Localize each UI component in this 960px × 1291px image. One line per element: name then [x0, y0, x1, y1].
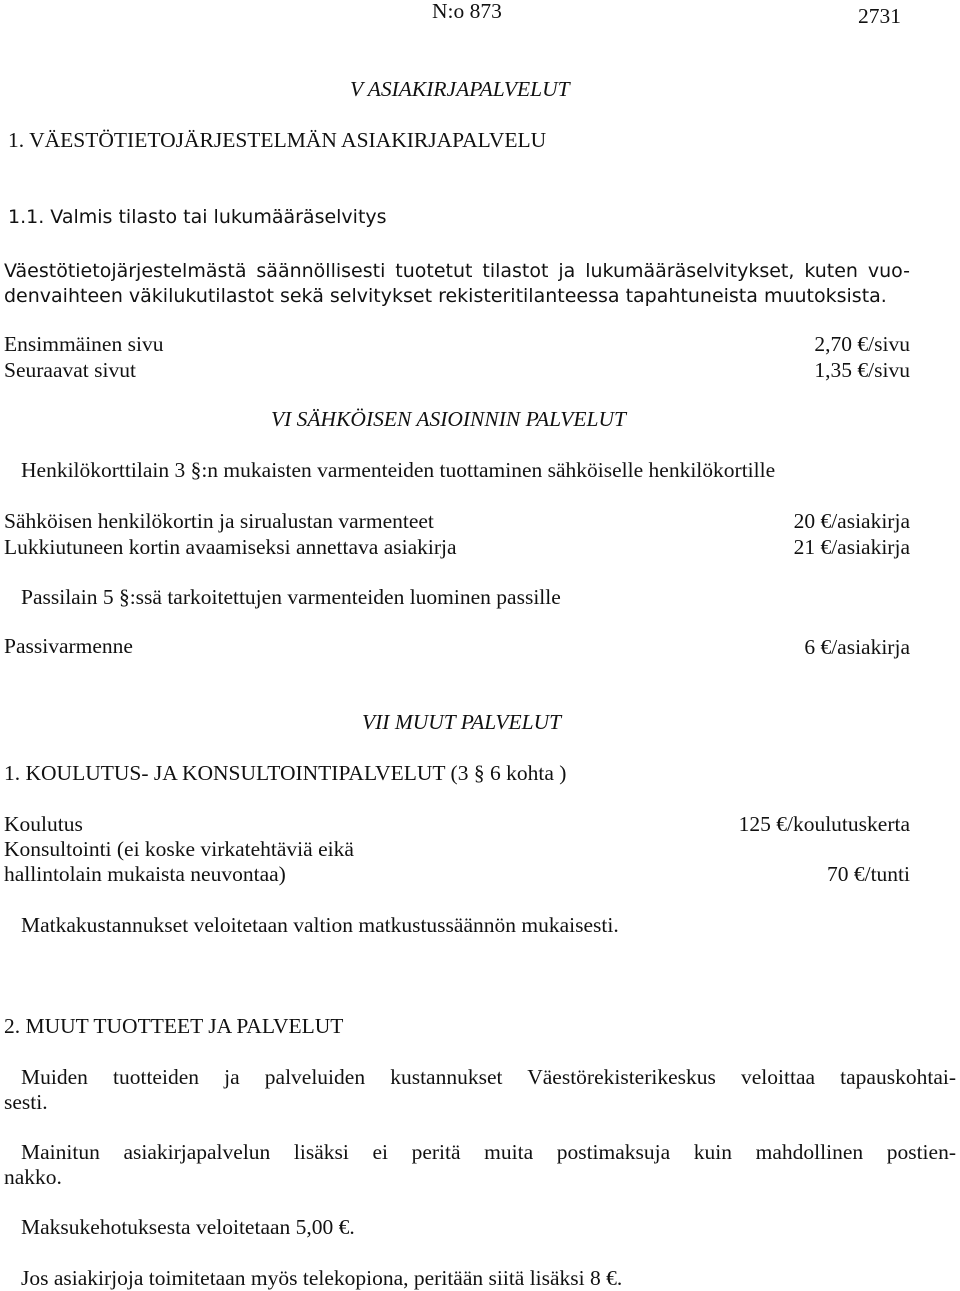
paragraph-1-line-2: sesti. [4, 1090, 48, 1114]
consulting-label-line-1: Konsultointi (ei koske virkatehtäviä eikä [4, 837, 354, 861]
section-v-heading-1-1: 1.1. Valmis tilasto tai lukumääräselvitys [8, 206, 387, 228]
price-label-first-page: Ensimmäinen sivu [4, 332, 164, 356]
section-v-title: V ASIAKIRJAPALVELUT [350, 77, 570, 101]
page-number: 2731 [858, 4, 901, 28]
passport-intro: Passilain 5 §:ssä tarkoitettujen varmenteiden luominen passille [21, 585, 561, 609]
section-vi-title: VI SÄHKÖISEN ASIOINNIN PALVELUT [271, 407, 626, 431]
section-vi-intro: Henkilökorttilain 3 §:n mukaisten varmenteiden tuottaminen sähköiselle henkilökortille [21, 458, 776, 482]
section-v-heading-1: 1. VÄESTÖTIETOJÄRJESTELMÄN ASIAKIRJAPALVELU [8, 128, 547, 152]
section-vii-heading-1: 1. KOULUTUS- JA KONSULTOINTIPALVELUT (3 § 6 kohta ) [4, 761, 567, 785]
section-v-description-line-2: denvaihteen väkilukutilastot sekä selvitykset rekisteritilanteessa tapahtuneista muutoksista. [4, 285, 887, 307]
document-number: N:o 873 [432, 0, 502, 23]
price-value-next-pages: 1,35 €/sivu [814, 358, 910, 382]
travel-costs-note: Matkakustannukset veloitetaan valtion matkustussäännön mukaisesti. [21, 913, 619, 937]
price-label-certificates: Sähköisen henkilökortin ja sirualustan varmenteet [4, 509, 434, 533]
price-label-next-pages: Seuraavat sivut [4, 358, 136, 382]
paragraph-3: Maksukehotuksesta veloitetaan 5,00 €. [21, 1215, 355, 1239]
training-label: Koulutus [4, 812, 83, 836]
paragraph-2-line-2: nakko. [4, 1165, 62, 1189]
price-value-first-page: 2,70 €/sivu [814, 332, 910, 356]
price-value-unlock-document: 21 €/asiakirja [793, 535, 910, 559]
consulting-label-line-2: hallintolain mukaista neuvontaa) [4, 862, 286, 886]
price-value-certificates: 20 €/asiakirja [793, 509, 910, 533]
paragraph-2-line-1: Mainitun asiakirjapalvelun lisäksi ei peritä muita postimaksuja kuin mahdollinen postien- [21, 1140, 956, 1164]
passport-certificate-label: Passivarmenne [4, 634, 133, 658]
section-vii-title: VII MUUT PALVELUT [362, 710, 562, 734]
paragraph-4: Jos asiakirjoja toimitetaan myös telekopiona, peritään siitä lisäksi 8 €. [21, 1266, 623, 1290]
section-v-description-line-1: Väestötietojärjestelmästä säännöllisesti tuotetut tilastot ja lukumääräselvitykset, kuten vuo- [4, 260, 910, 282]
consulting-price: 70 €/tunti [826, 862, 910, 886]
training-price: 125 €/koulutuskerta [738, 812, 910, 836]
section-vii-heading-2: 2. MUUT TUOTTEET JA PALVELUT [4, 1014, 344, 1038]
price-label-unlock-document: Lukkiutuneen kortin avaamiseksi annettava asiakirja [4, 535, 457, 559]
paragraph-1-line-1: Muiden tuotteiden ja palveluiden kustannukset Väestörekisterikeskus veloittaa tapauskohtai- [21, 1065, 956, 1089]
passport-certificate-price: 6 €/asiakirja [804, 635, 910, 659]
